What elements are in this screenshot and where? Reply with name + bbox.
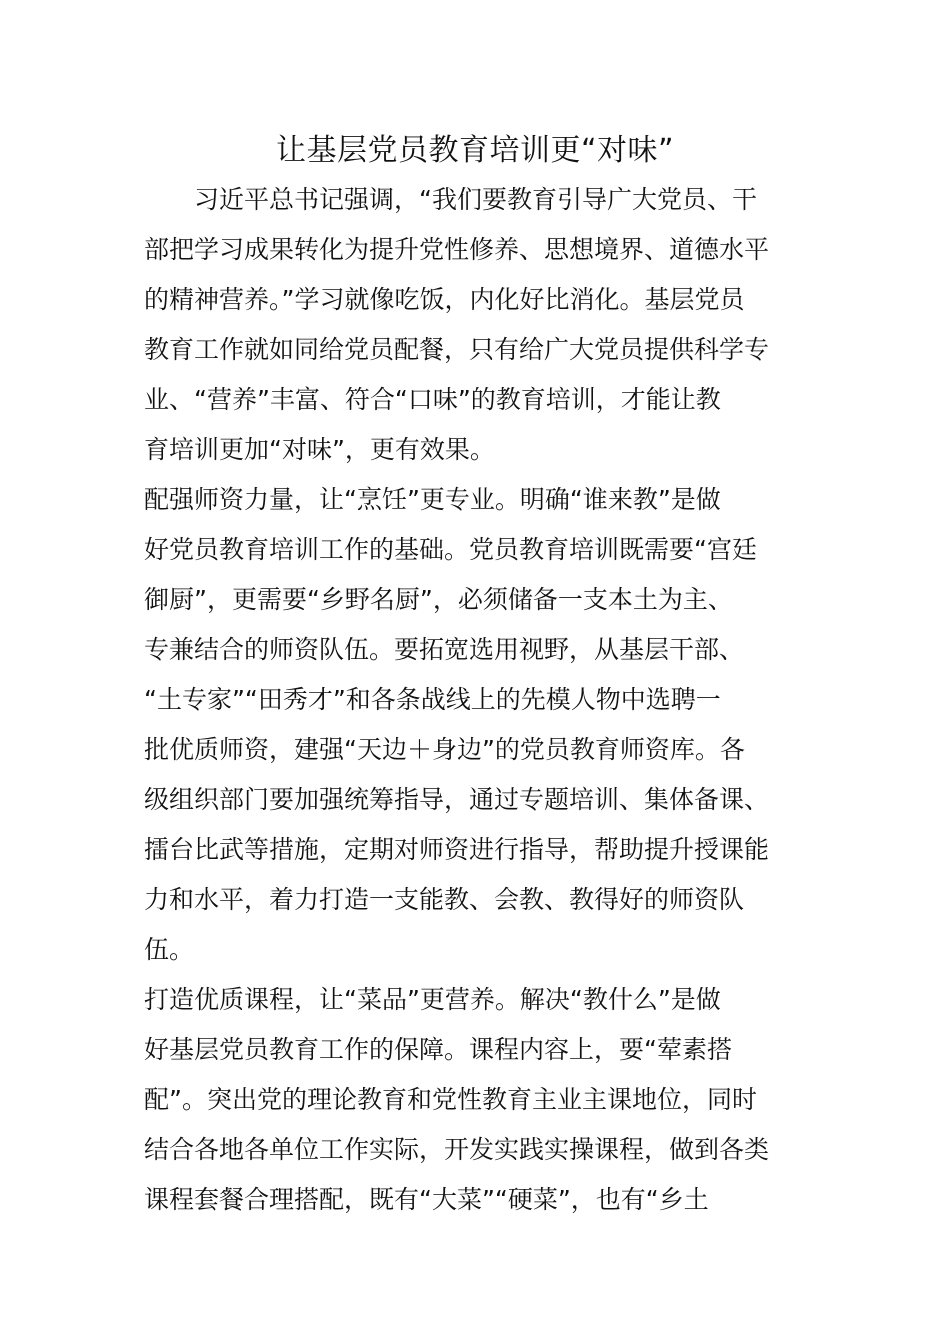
body-text-line: 配强师资力量，让“烹饪”更专业。明确“谁来教”是做: [144, 485, 721, 514]
body-text-line: 级组织部门要加强统筹指导，通过专题培训、集体备课、: [144, 785, 770, 814]
body-text-line: 的精神营养。”学习就像吃饭，内化好比消化。基层党员: [144, 285, 745, 314]
body-text-line: 擂台比武等措施，定期对师资进行指导，帮助提升授课能: [144, 835, 770, 864]
body-text-line: 配”。突出党的理论教育和党性教育主业主课地位，同时: [144, 1085, 757, 1114]
body-text-line: “土专家”“田秀才”和各条战线上的先模人物中选聘一: [144, 685, 721, 714]
body-text-line: 结合各地各单位工作实际，开发实践实操课程，做到各类: [144, 1135, 770, 1164]
body-text-line: 批优质师资，建强“天边＋身边”的党员教育师资库。各: [144, 735, 745, 764]
body-text-line: 课程套餐合理搭配，既有“大菜”“硬菜”，也有“乡土: [144, 1185, 709, 1214]
document-title: 让基层党员教育培训更“对味”: [275, 133, 675, 168]
body-text-line: 好党员教育培训工作的基础。党员教育培训既需要“宫廷: [144, 535, 757, 564]
body-text-line: 力和水平，着力打造一支能教、会教、教得好的师资队: [144, 885, 745, 914]
body-text-line: 部把学习成果转化为提升党性修养、思想境界、道德水平: [144, 235, 770, 264]
body-text-line: 伍。: [144, 935, 195, 964]
body-text-line: 好基层党员教育工作的保障。课程内容上，要“荤素搭: [144, 1035, 732, 1064]
body-text-line: 御厨”，更需要“乡野名厨”，必须储备一支本土为主、: [144, 585, 733, 614]
body-text-line: 习近平总书记强调，“我们要教育引导广大党员、干: [144, 185, 757, 214]
body-text-line: 打造优质课程，让“菜品”更营养。解决“教什么”是做: [144, 985, 721, 1014]
body-text-line: 教育工作就如同给党员配餐，只有给广大党员提供科学专: [144, 335, 770, 364]
body-text-line: 业、“营养”丰富、符合“口味”的教育培训，才能让教: [144, 385, 721, 414]
body-text-line: 专兼结合的师资队伍。要拓宽选用视野，从基层干部、: [144, 635, 745, 664]
body-text-line: 育培训更加“对味”，更有效果。: [144, 435, 495, 464]
